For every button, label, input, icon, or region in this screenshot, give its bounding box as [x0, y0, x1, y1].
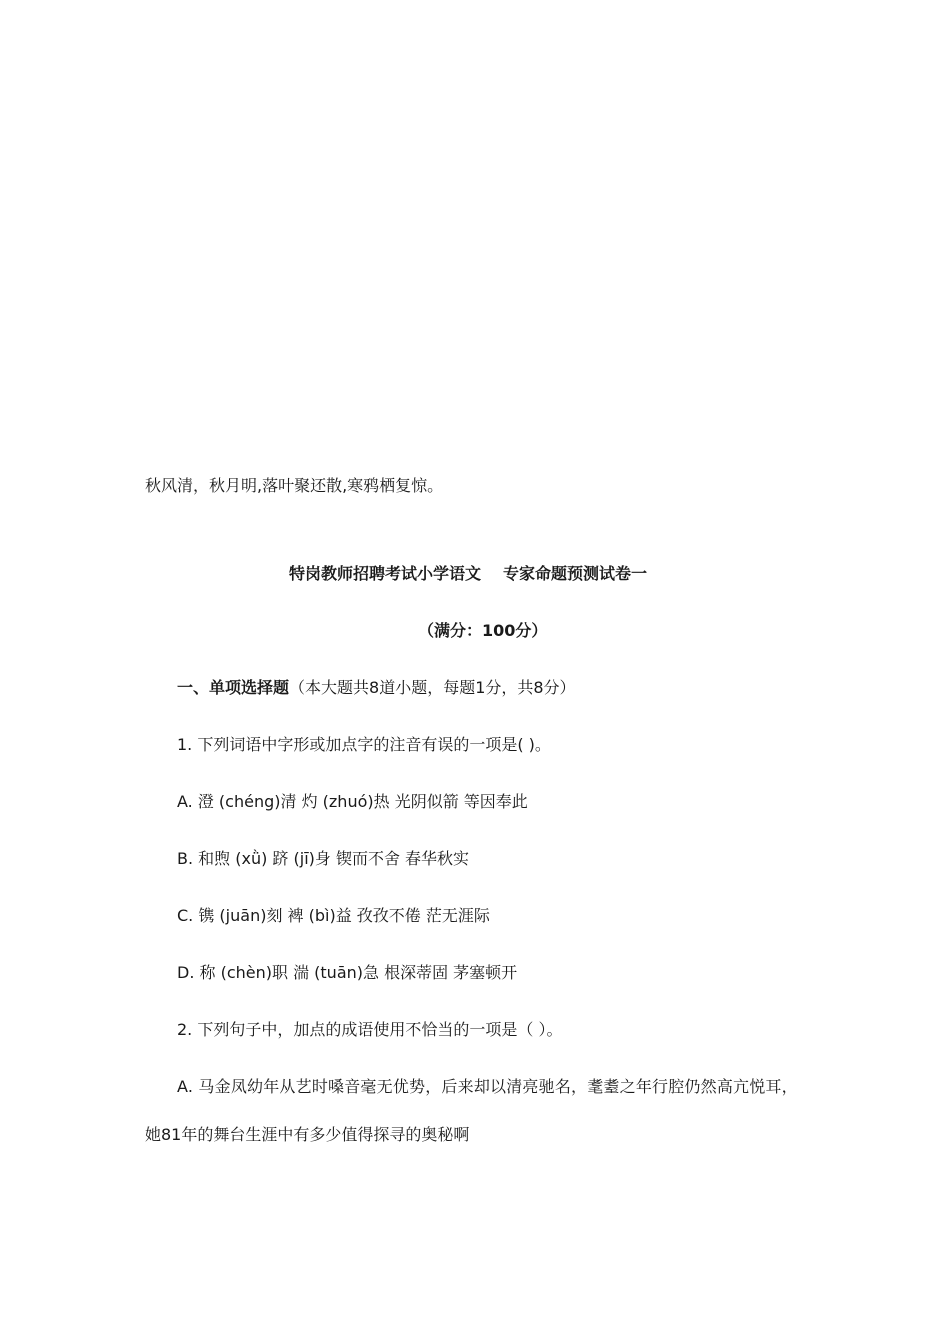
full-score: （满分：100分）: [418, 621, 548, 640]
question-1-stem: 1. 下列词语中字形或加点字的注音有误的一项是( )。: [177, 735, 551, 754]
question-1-option-c: C. 镌 (juān)刻 裨 (bì)益 孜孜不倦 茫无涯际: [177, 906, 490, 925]
exam-title-part2: 专家命题预测试卷一: [503, 564, 648, 583]
question-2-stem: 2. 下列句子中，加点的成语使用不恰当的一项是（ ）。: [177, 1020, 563, 1039]
question-1-option-d: D. 称 (chèn)职 湍 (tuān)急 根深蒂固 茅塞顿开: [177, 963, 518, 982]
exam-title: [289, 564, 647, 584]
section-heading-note: （本大题共8道小题，每题1分，共8分）: [289, 678, 576, 697]
question-1-option-b: B. 和煦 (xǜ) 跻 (jī)身 锲而不舍 春华秋实: [177, 849, 470, 868]
epigraph: 秋风清，秋月明,落叶聚还散,寒鸦栖复惊。: [145, 476, 444, 495]
question-1-option-a: A. 澄 (chéng)清 灼 (zhuó)热 光阴似箭 等因奉此: [177, 792, 528, 811]
question-2-option-a-line1: A. 马金凤幼年从艺时嗓音毫无优势，后来却以清亮驰名，耄耋之年行腔仍然高亢悦耳，: [177, 1077, 798, 1096]
exam-title-part1: 特岗教师招聘考试小学语文: [289, 564, 482, 583]
question-2-option-a-line2: 她81年的舞台生涯中有多少值得探寻的奥秘啊: [145, 1125, 470, 1144]
section-heading-title: 一、单项选择题: [177, 678, 290, 697]
section-heading: [177, 678, 576, 698]
